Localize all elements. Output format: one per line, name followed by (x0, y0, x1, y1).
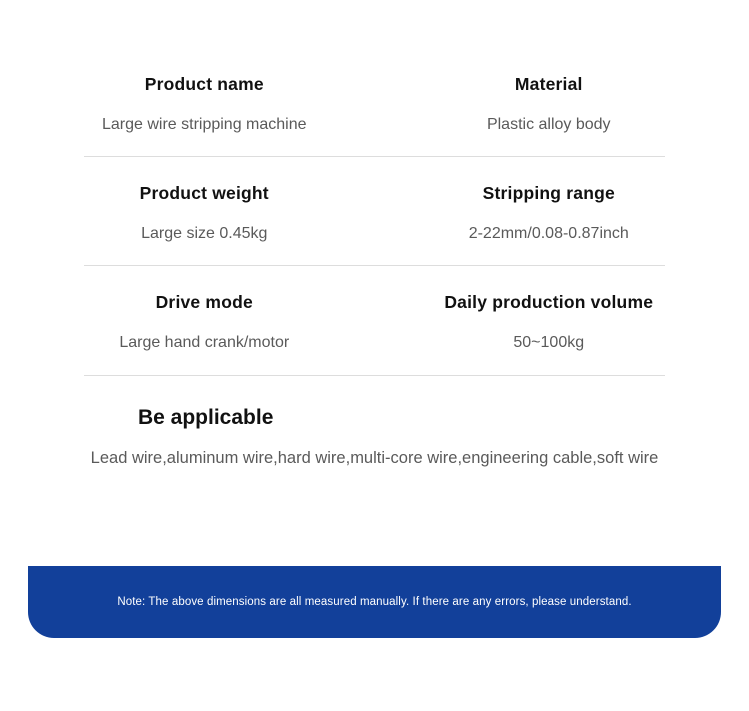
divider-3 (84, 375, 665, 376)
spec-label-material: Material (514, 74, 583, 94)
spec-label-drive-mode: Drive mode (155, 292, 253, 313)
applicable-section (74, 406, 675, 469)
spec-label-daily-production-volume: Daily production volume (444, 292, 654, 313)
note-bar (28, 566, 721, 638)
spec-value-stripping-range: 2-22mm/0.08-0.87inch (468, 225, 629, 243)
note-text: Note: The above dimensions are all measured manually. If there are any errors, please understand. (117, 596, 632, 608)
specification-card (28, 28, 721, 638)
spec-label-product-name: Product name (144, 74, 264, 94)
spec-row-values (74, 333, 675, 352)
specification-table (28, 28, 721, 469)
spec-row-labels (74, 74, 675, 95)
spec-row-values (74, 224, 675, 243)
spacer-1 (74, 157, 675, 183)
spacer-2 (74, 266, 675, 292)
spec-row-labels (74, 183, 675, 204)
spec-label-stripping-range: Stripping range (482, 183, 615, 204)
spec-row-drive-mode (74, 292, 675, 352)
spec-label-product-weight: Product weight (139, 183, 269, 204)
spec-row-labels (74, 292, 675, 313)
spec-value-product-name: Large wire stripping machine (101, 116, 307, 133)
spec-row-product-weight (74, 183, 675, 243)
spec-value-daily-production-volume: 50~100kg (513, 334, 585, 352)
spec-value-material: Plastic alloy body (486, 116, 611, 133)
spec-value-drive-mode: Large hand crank/motor (119, 334, 290, 352)
applicable-title: Be applicable (138, 405, 274, 429)
spec-row-values (74, 115, 675, 134)
spec-value-product-weight: Large size 0.45kg (141, 225, 268, 243)
spec-row-product-name (74, 74, 675, 134)
applicable-text: Lead wire,aluminum wire,hard wire,multi-core wire,engineering cable,soft wire (90, 448, 659, 467)
